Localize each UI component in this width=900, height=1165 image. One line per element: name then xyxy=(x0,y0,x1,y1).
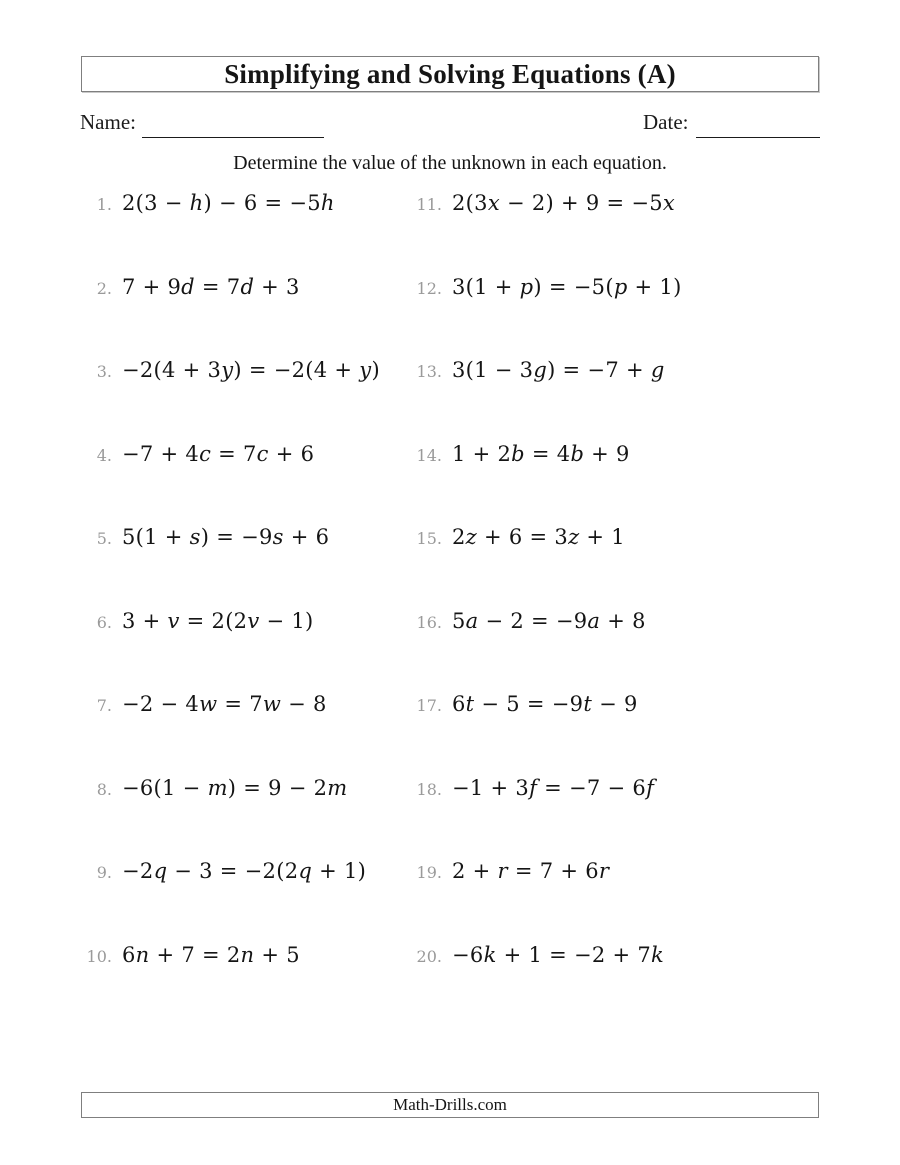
problem-equation: −6(1 − m) = 9 − 2m xyxy=(122,775,348,800)
problem-number: 6. xyxy=(96,612,112,632)
title-box xyxy=(81,56,819,92)
problem-item xyxy=(80,692,410,776)
problem-item xyxy=(80,525,410,609)
problem-equation: 2(3x − 2) + 9 = −5x xyxy=(452,191,676,215)
problem-equation: −2q − 3 = −2(2q + 1) xyxy=(122,859,367,883)
problem-number: 14. xyxy=(416,445,442,465)
problem-number: 4. xyxy=(96,445,112,465)
problem-number: 8. xyxy=(96,779,112,799)
problem-item xyxy=(410,525,820,609)
problem-equation: 5(1 + s) = −9s + 6 xyxy=(122,525,330,549)
problem-number: 12. xyxy=(416,278,442,298)
problem-equation: 3(1 − 3g) = −7 + g xyxy=(452,358,665,382)
problem-equation: −1 + 3f = −7 − 6f xyxy=(452,775,655,800)
problem-number: 18. xyxy=(416,779,442,799)
name-date-row xyxy=(80,110,820,140)
problem-number: 16. xyxy=(416,612,442,632)
problem-equation: 5a − 2 = −9a + 8 xyxy=(452,608,646,633)
problem-equation: 2z + 6 = 3z + 1 xyxy=(452,525,625,549)
problem-item xyxy=(410,776,820,860)
problem-number: 3. xyxy=(96,362,112,381)
footer-site-label: Math-Drills.com xyxy=(393,1095,507,1114)
problem-item xyxy=(80,776,410,860)
instruction-text: Determine the value of the unknown in each equation. xyxy=(233,152,667,174)
problem-item xyxy=(410,442,820,526)
footer-box xyxy=(81,1092,819,1118)
problem-item xyxy=(410,358,820,442)
problem-number: 1. xyxy=(96,195,112,214)
date-label: Date: xyxy=(643,110,689,134)
date-blank-line xyxy=(696,110,820,138)
problem-equation: 3 + v = 2(2v − 1) xyxy=(122,608,314,633)
problem-equation: −7 + 4c = 7c + 6 xyxy=(122,441,315,466)
problem-item xyxy=(80,859,410,943)
problem-number: 5. xyxy=(96,529,112,548)
name-blank-line xyxy=(142,110,324,138)
problem-item xyxy=(410,275,820,359)
problem-equation: −2 − 4w = 7w − 8 xyxy=(122,692,327,716)
problem-number: 9. xyxy=(96,863,112,882)
problem-number: 11. xyxy=(416,195,442,214)
page-title: Simplifying and Solving Equations (A) xyxy=(224,58,676,89)
problem-equation: −2(4 + 3y) = −2(4 + y) xyxy=(122,358,380,382)
problem-equation: 3(1 + p) = −5(p + 1) xyxy=(452,274,682,299)
problem-number: 19. xyxy=(416,863,442,882)
problem-item xyxy=(80,609,410,693)
problem-equation: 1 + 2b = 4b + 9 xyxy=(452,441,630,466)
problem-item xyxy=(80,191,410,275)
problem-equation: 6n + 7 = 2n + 5 xyxy=(122,942,300,967)
name-label: Name: xyxy=(80,110,136,134)
problem-number: 7. xyxy=(96,696,112,715)
problem-item xyxy=(80,943,410,1027)
problem-item xyxy=(80,358,410,442)
problem-equation: 7 + 9d = 7d + 3 xyxy=(122,274,300,299)
problem-number: 20. xyxy=(416,946,442,966)
problem-item xyxy=(80,275,410,359)
problem-item xyxy=(410,943,820,1027)
problem-equation: −6k + 1 = −2 + 7k xyxy=(452,942,665,967)
problem-number: 13. xyxy=(416,362,442,381)
problem-equation: 6t − 5 = −9t − 9 xyxy=(452,692,638,716)
problem-item xyxy=(80,442,410,526)
problem-item xyxy=(410,692,820,776)
problem-number: 10. xyxy=(86,946,112,966)
problem-number: 15. xyxy=(416,529,442,548)
problem-item xyxy=(410,191,820,275)
problem-item xyxy=(410,609,820,693)
problem-item xyxy=(410,859,820,943)
problem-equation: 2(3 − h) − 6 = −5h xyxy=(122,191,335,215)
problem-number: 2. xyxy=(96,278,112,298)
problem-equation: 2 + r = 7 + 6r xyxy=(452,859,610,883)
problems-grid xyxy=(80,191,820,1026)
problem-number: 17. xyxy=(416,696,442,715)
